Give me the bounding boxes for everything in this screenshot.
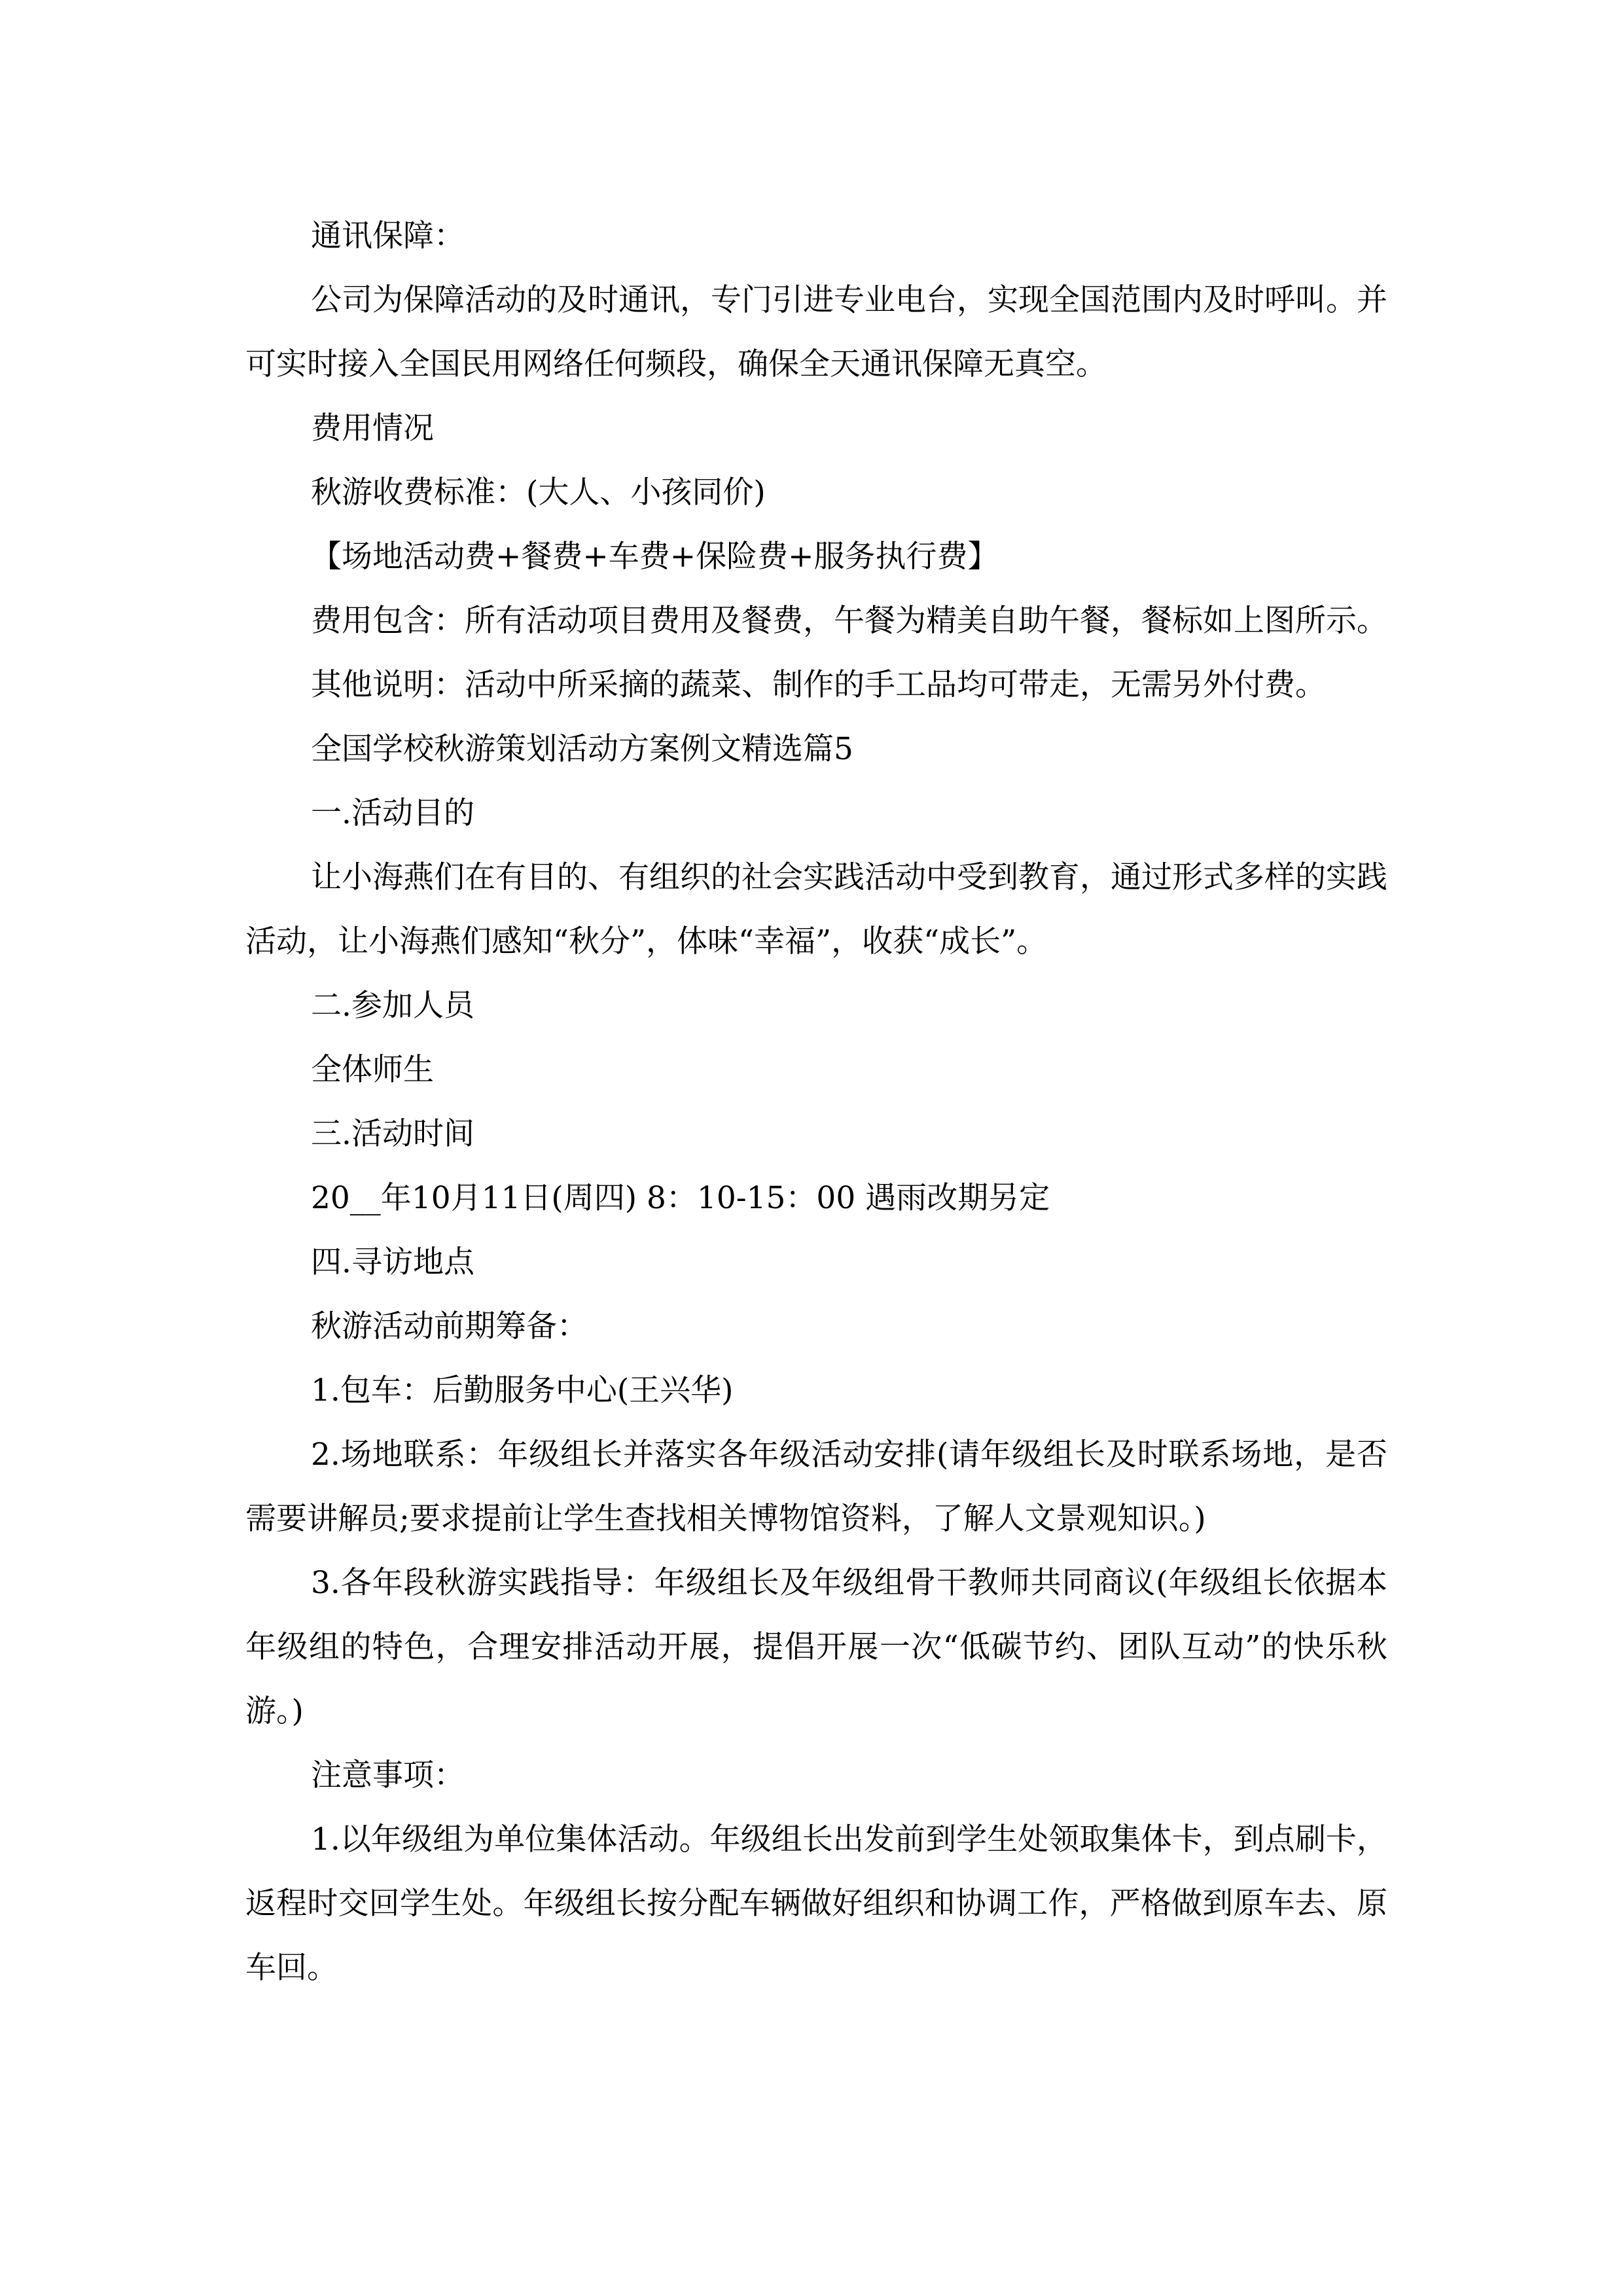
heading-time: 三.活动时间 (311, 1116, 474, 1152)
heading-notes: 注意事项： (311, 1757, 465, 1793)
paragraph-communication: 公司为保障活动的及时通讯，专门引进专业电台，实现全国范围内及时呼叫。并可实时接入全国民用网络任何频段，确保全天通讯保障无真空。 (245, 282, 1387, 382)
list-item-bus: 1.包车：后勤服务中心(王兴华) (311, 1372, 734, 1408)
paragraph-participants: 全体师生 (311, 1052, 434, 1088)
list-item-note-1: 1.以年级组为单位集体活动。年级组长出发前到学生处领取集体卡，到点刷卡，返程时交回学生处。年级组长按分配车辆做好组织和协调工作，严格做到原车去、原车回。 (245, 1821, 1387, 1986)
paragraph-other-notes: 其他说明：活动中所采摘的蔬菜、制作的手工品均可带走，无需另外付费。 (311, 667, 1326, 703)
paragraph-fee-items: 【场地活动费+餐费+车费+保险费+服务执行费】 (311, 539, 999, 575)
paragraph-purpose: 让小海燕们在有目的、有组织的社会实践活动中受到教育，通过形式多样的实践活动，让小海燕们感知“秋分”，体味“幸福”，收获“成长”。 (245, 859, 1387, 960)
heading-location: 四.寻访地点 (311, 1244, 474, 1280)
heading-communication: 通讯保障： (311, 218, 465, 254)
document-body (245, 204, 1387, 2000)
paragraph-fee-includes: 费用包含：所有活动项目费用及餐费，午餐为精美自助午餐，餐标如上图所示。 (311, 603, 1387, 639)
heading-costs: 费用情况 (311, 410, 434, 446)
heading-preparation: 秋游活动前期筹备： (311, 1308, 588, 1344)
section-title: 全国学校秋游策划活动方案例文精选篇5 (311, 731, 853, 767)
paragraph-time: 20__年10月11日(周四) 8：10-15：00 遇雨改期另定 (311, 1180, 1050, 1216)
paragraph-fee-standard: 秋游收费标准：(大人、小孩同价) (311, 475, 766, 511)
list-item-guidance: 3.各年段秋游实践指导：年级组长及年级组骨干教师共同商议(年级组长依据本年级组的特色，合理安排活动开展，提倡开展一次“低碳节约、团队互动”的快乐秋游。) (245, 1565, 1387, 1729)
heading-participants: 二.参加人员 (311, 988, 474, 1024)
list-item-venue: 2.场地联系：年级组长并落实各年级活动安排(请年级组长及时联系场地，是否需要讲解员;要求提前让学生查找相关博物馆资料，了解人文景观知识。) (245, 1437, 1387, 1537)
heading-purpose: 一.活动目的 (311, 795, 474, 831)
